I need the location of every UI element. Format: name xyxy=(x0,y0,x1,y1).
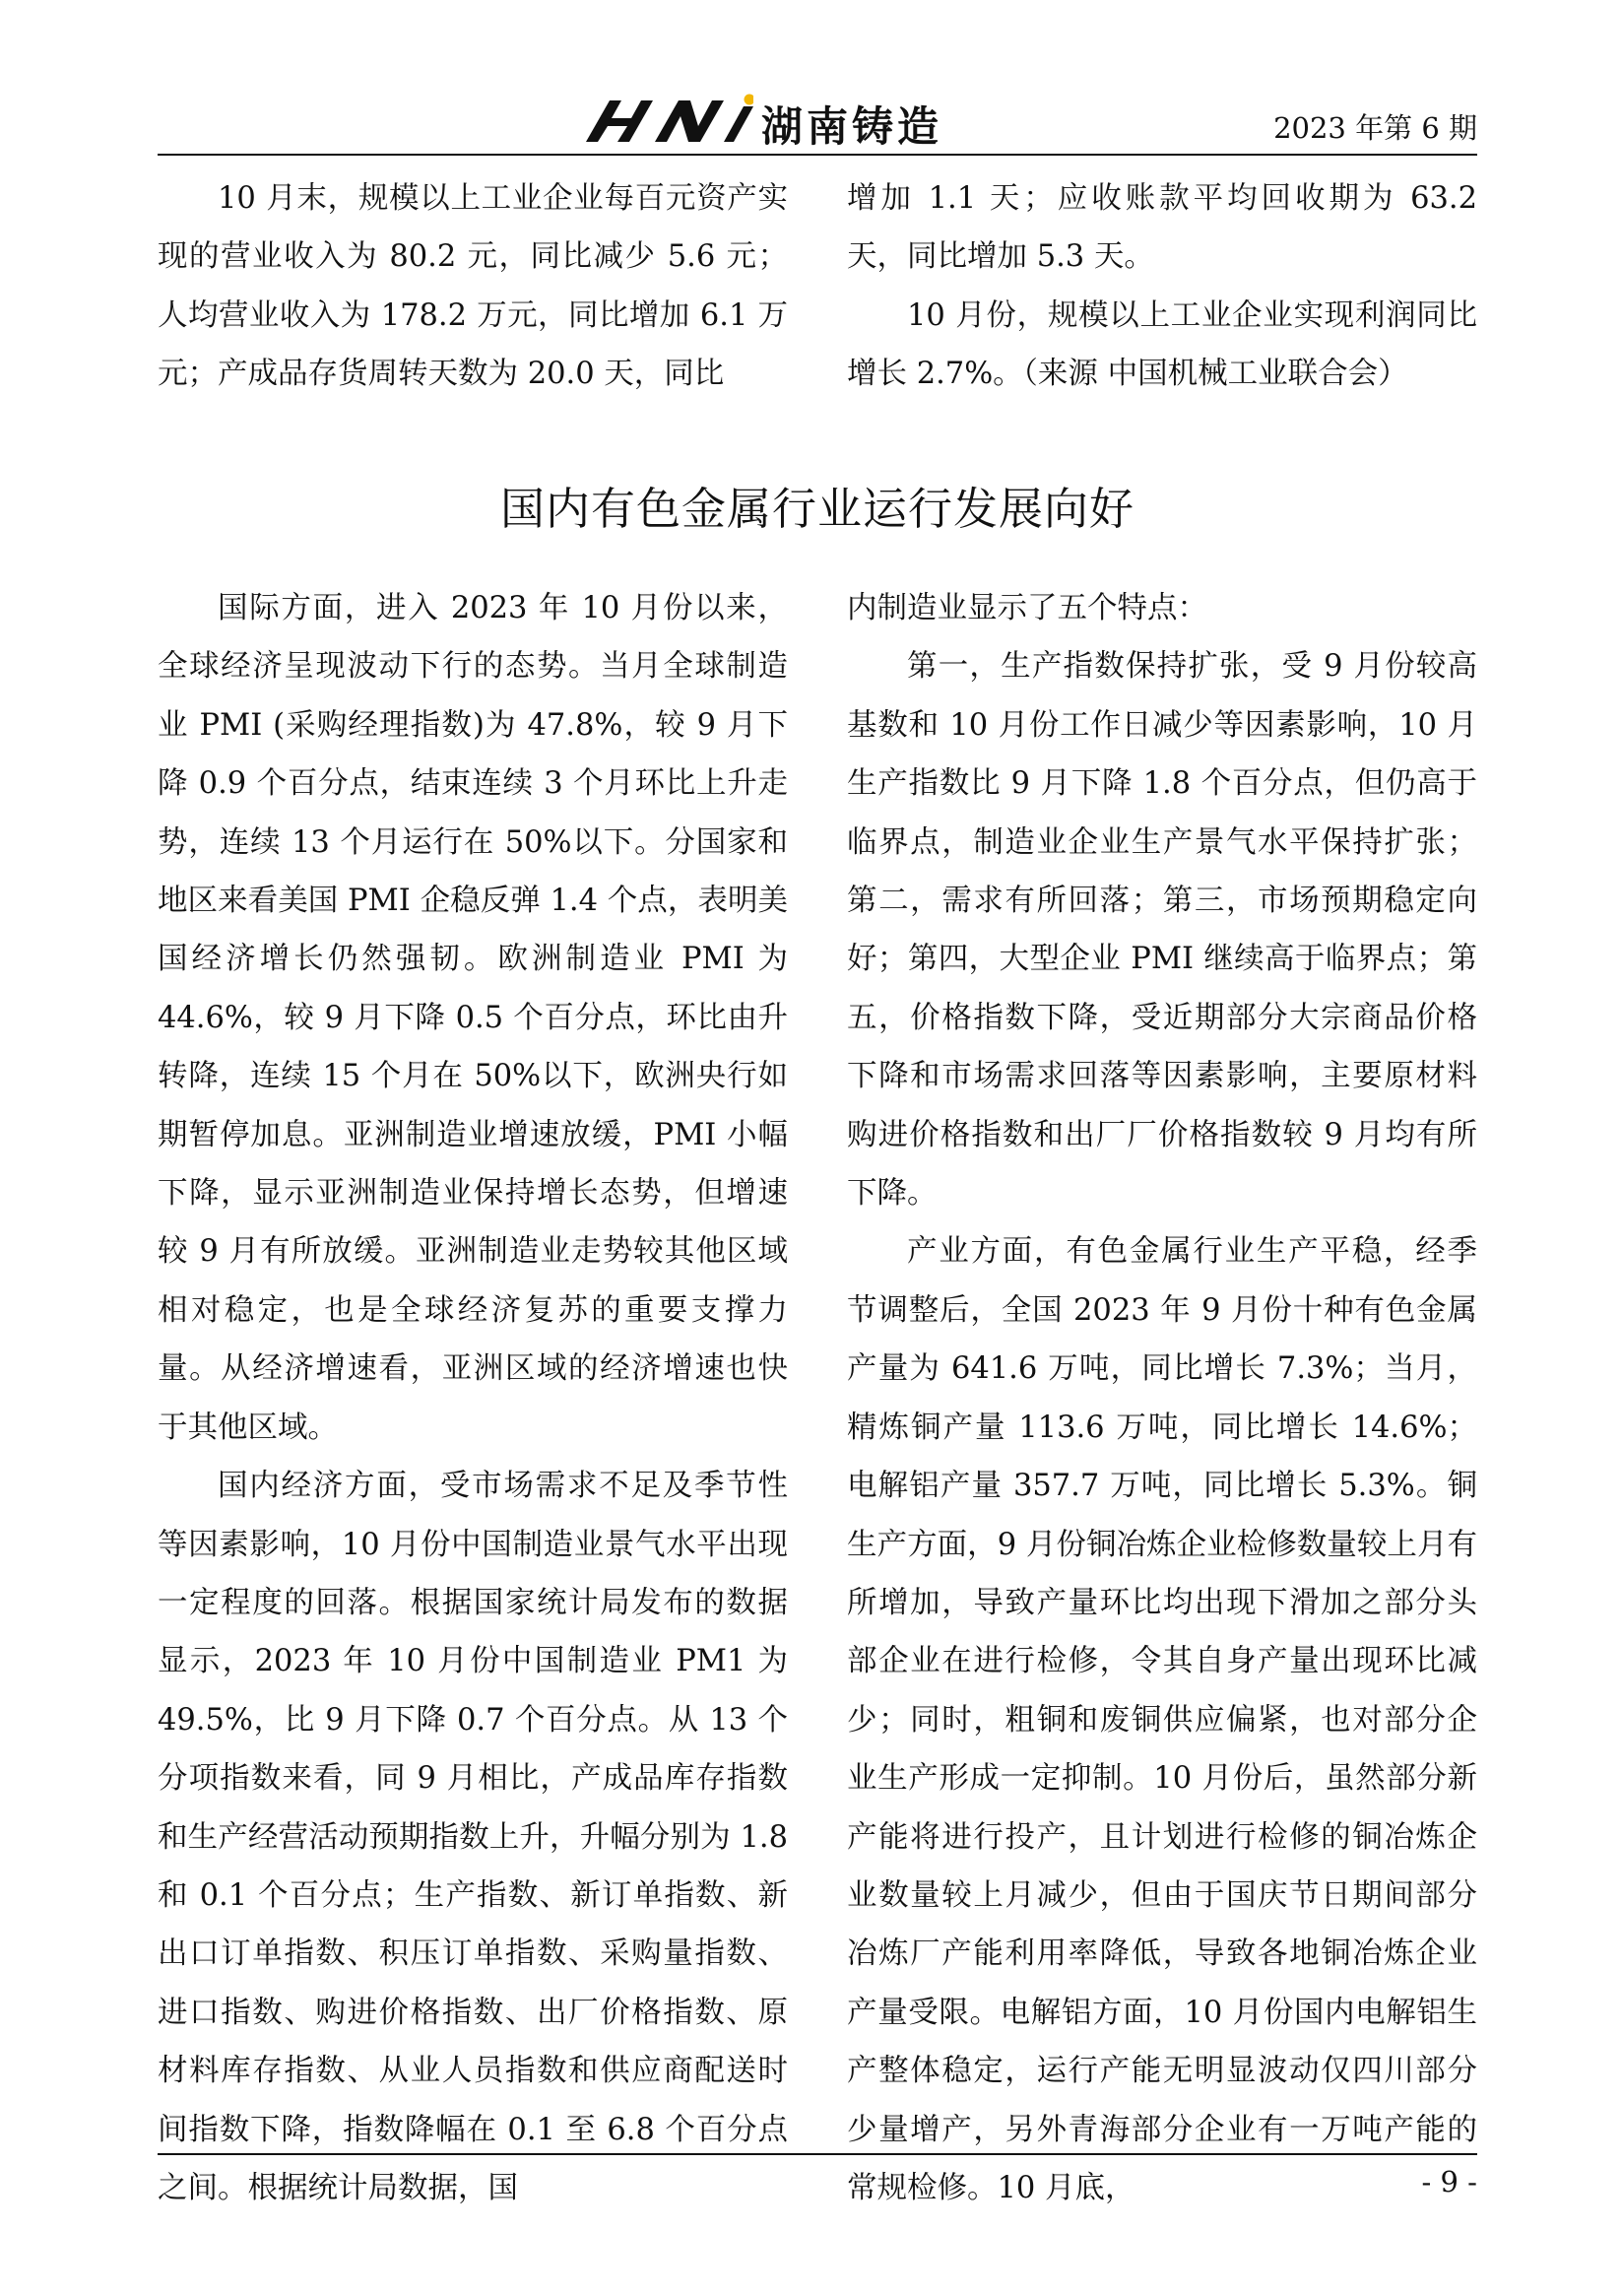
article-left-column xyxy=(158,579,788,2217)
paragraph: 第一，生产指数保持扩张，受 9 月份较高基数和 10 月份工作日减少等因素影响，10 月生产指数比 9 月下降 1.8 个百分点，但仍高于临界点，制造业企业生产景气水平保持扩张；第二，需求有所回落；第三，市场预期稳定向好；第四，大型企业 PMI 继续高于临界点；第五，价格指数下降，受近期部分大宗商品价格下降和市场需求回落等因素影响，主要原材料购进价格指数和出厂厂价格指数较 9 月均有所下降。 xyxy=(847,649,1477,1212)
top-left-column xyxy=(158,169,788,404)
paragraph: 增加 1.1 天；应收账款平均回收期为 63.2 天，同比增加 5.3 天。 xyxy=(847,181,1477,275)
header-divider xyxy=(158,154,1477,156)
paragraph: 10 月末，规模以上工业企业每百元资产实现的营业收入为 80.2 元，同比减少 5.6 元；人均营业收入为 178.2 万元，同比增加 6.1 万元；产成品存货周转天数为 20.0 天，同比 xyxy=(158,181,788,392)
journal-logo-icon xyxy=(576,93,753,148)
paragraph: 国内经济方面，受市场需求不足及季节性等因素影响，10 月份中国制造业景气水平出现一定程度的回落。根据国家统计局发布的数据显示，2023 年 10 月份中国制造业 PM1 为 49.5%，比 9 月下降 0.7 个百分点。从 13 个分项指数来看，同 9 月相比，产成品库存指数和生产经营活动预期指数上升，升幅分别为 1.8 和 0.1 个百分点；生产指数、新订单指数、新出口订单指数、积压订单指数、采购量指数、进口指数、购进价格指数、出厂价格指数、原材料库存指数、从业人员指数和供应商配送时间指数下降，指数降幅在 0.1 至 6.8 个百分点之间。根据统计局数据，国 xyxy=(158,1469,788,2205)
paragraph: 10 月份，规模以上工业企业实现利润同比增长 2.7%。（来源 中国机械工业联合会） xyxy=(847,297,1477,392)
article-title: 国内有色金属行业运行发展向好 xyxy=(499,483,1135,535)
footer-divider xyxy=(158,2153,1477,2155)
paragraph: 内制造业显示了五个特点： xyxy=(847,591,1207,625)
journal-logo-text: 湖南铸造 xyxy=(761,102,943,151)
article-right-column xyxy=(847,579,1477,2217)
page-number: - 9 - xyxy=(1421,2165,1477,2198)
issue-label: 2023 年第 6 期 xyxy=(1273,111,1477,145)
top-right-column xyxy=(847,169,1477,404)
page-header xyxy=(158,91,1477,152)
paragraph: 国际方面，进入 2023 年 10 月份以来，全球经济呈现波动下行的态势。当月全球制造业 PMI (采购经理指数)为 47.8%，较 9 月下降 0.9 个百分点，结束连续 3 个月环比上升走势，连续 13 个月运行在 50%以下。分国家和地区来看美国 PMI 企稳反弹 1.4 个点，表明美国经济增长仍然强韧。欧洲制造业 PMI 为 44.6%，较 9 月下降 0.5 个百分点，环比由升转降，连续 15 个月在 50%以下，欧洲央行如期暂停加息。亚洲制造业增速放缓，PMI 小幅下降，显示亚洲制造业保持增长态势，但增速较 9 月有所放缓。亚洲制造业走势较其他区域相对稳定，也是全球经济复苏的重要支撑力量。从经济增速看，亚洲区域的经济增速也快于其他区域。 xyxy=(158,591,788,1445)
journal-logo xyxy=(576,93,1009,151)
paragraph: 产业方面，有色金属行业生产平稳，经季节调整后，全国 2023 年 9 月份十种有色金属产量为 641.6 万吨，同比增长 7.3%；当月，精炼铜产量 113.6 万吨，同比增长 14.6%；电解铝产量 357.7 万吨，同比增长 5.3%。铜生产方面，9 月份铜冶炼企业检修数量较上月有所增加，导致产量环比均出现下滑加之部分头部企业在进行检修，令其自身产量出现环比减少；同时，粗铜和废铜供应偏紧，也对部分企业生产形成一定抑制。10 月份后，虽然部分新产能将进行投产，且计划进行检修的铜冶炼企业数量较上月减少，但由于国庆节日期间部分冶炼厂产能利用率降低，导致各地铜冶炼企业产量受限。电解铝方面，10 月份国内电解铝生产整体稳定，运行产能无明显波动仅四川部分少量增产，另外青海部分企业有一万吨产能的常规检修。10 月底， xyxy=(847,1234,1477,2205)
